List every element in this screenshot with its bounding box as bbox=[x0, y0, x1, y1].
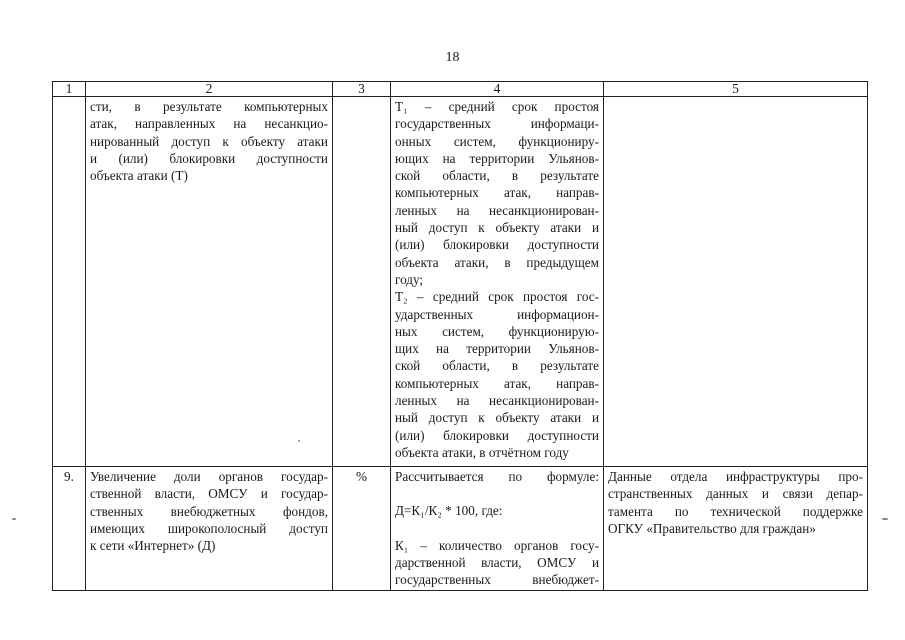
method-intro: Рассчитывается по формуле: bbox=[395, 469, 599, 484]
method-line: году; bbox=[395, 271, 424, 287]
method-cell bbox=[391, 97, 604, 467]
scan-artifact bbox=[12, 518, 16, 520]
unit-cell: % bbox=[333, 467, 391, 591]
source-line: ОГКУ «Правительство для граждан» bbox=[608, 520, 816, 536]
indicator-name-line: ственной власти, ОМСУ и государ- bbox=[90, 486, 328, 502]
method-line: ской области, в результате bbox=[395, 168, 599, 184]
table-row-9 bbox=[53, 467, 868, 591]
method-line: государственных внебюджет- bbox=[395, 572, 599, 588]
method-line: (или) блокировки доступности bbox=[395, 237, 599, 253]
method-line: ный доступ к объекту атаки и bbox=[395, 220, 599, 236]
indicator-name-cell bbox=[86, 467, 333, 591]
source-line: странственных данных и связи депар- bbox=[608, 486, 863, 502]
method-line: объекта атаки, в предыдущем bbox=[395, 254, 599, 270]
method-line: компьютерных атак, направ- bbox=[395, 185, 599, 201]
indicator-table bbox=[52, 81, 868, 591]
row-number-cell bbox=[53, 97, 86, 467]
indicator-name-cell bbox=[86, 97, 333, 467]
method-line: государственных информаци- bbox=[395, 116, 599, 132]
method-line: ленных на несанкционирован- bbox=[395, 202, 599, 218]
indicator-name-line: нированный доступ к объекту атаки bbox=[90, 133, 328, 149]
row-number: 9. bbox=[53, 467, 86, 591]
source-cell bbox=[604, 467, 868, 591]
method-line: щих на территории Ульянов- bbox=[395, 341, 599, 357]
method-line: дарственной власти, ОМСУ и bbox=[395, 554, 599, 570]
page-number: 18 bbox=[445, 50, 460, 65]
source-cell bbox=[604, 97, 868, 467]
method-line: ской области, в результате bbox=[395, 358, 599, 374]
table-row-continuation bbox=[53, 97, 868, 467]
method-line: ударственных информацион- bbox=[395, 306, 599, 322]
unit-cell bbox=[333, 97, 391, 467]
method-line: (или) блокировки доступности bbox=[395, 427, 599, 443]
method-line: Т₁ – средний срок простоя bbox=[395, 99, 599, 114]
indicator-name-line: объекта атаки (Т) bbox=[90, 168, 188, 184]
method-line: ный доступ к объекту атаки и bbox=[395, 410, 599, 426]
method-cell bbox=[391, 467, 604, 591]
header-row bbox=[53, 82, 868, 97]
header-col-2: 2 bbox=[86, 82, 333, 97]
indicator-name-line: и (или) блокировки доступности bbox=[90, 150, 328, 166]
indicator-name-line: сти, в результате компьютерных bbox=[90, 99, 328, 114]
header-col-4: 4 bbox=[391, 82, 604, 97]
method-line: ленных на несанкционирован- bbox=[395, 393, 599, 409]
indicator-name-line: имеющих широкополосный доступ bbox=[90, 520, 328, 536]
header-col-5: 5 bbox=[604, 82, 868, 97]
indicator-name-line: атак, направленных на несанкцио- bbox=[90, 116, 328, 132]
indicator-name-line: Увеличение доли органов государ- bbox=[90, 469, 328, 484]
method-line: объекта атаки, в отчётном году bbox=[395, 444, 569, 460]
indicator-name-line: к сети «Интернет» (Д) bbox=[90, 538, 216, 554]
indicator-name-line: ственных внебюджетных фондов, bbox=[90, 503, 328, 519]
method-line: К₁ – количество органов госу- bbox=[395, 537, 599, 553]
method-formula: Д=К₁/К₂ * 100, где: bbox=[395, 503, 503, 519]
method-line: онных систем, функциониру- bbox=[395, 133, 599, 149]
method-line: компьютерных атак, направ- bbox=[395, 375, 599, 391]
header-col-1: 1 bbox=[53, 82, 86, 97]
scan-artifact bbox=[882, 518, 888, 520]
source-line: Данные отдела инфраструктуры про- bbox=[608, 469, 863, 484]
source-line: тамента по технической поддержке bbox=[608, 503, 863, 519]
header-col-3: 3 bbox=[333, 82, 391, 97]
scan-artifact bbox=[298, 440, 300, 442]
method-line: ющих на территории Ульянов- bbox=[395, 150, 599, 166]
method-line: Т₂ – средний срок простоя гос- bbox=[395, 289, 599, 305]
method-line: ных систем, функционирую- bbox=[395, 323, 599, 339]
